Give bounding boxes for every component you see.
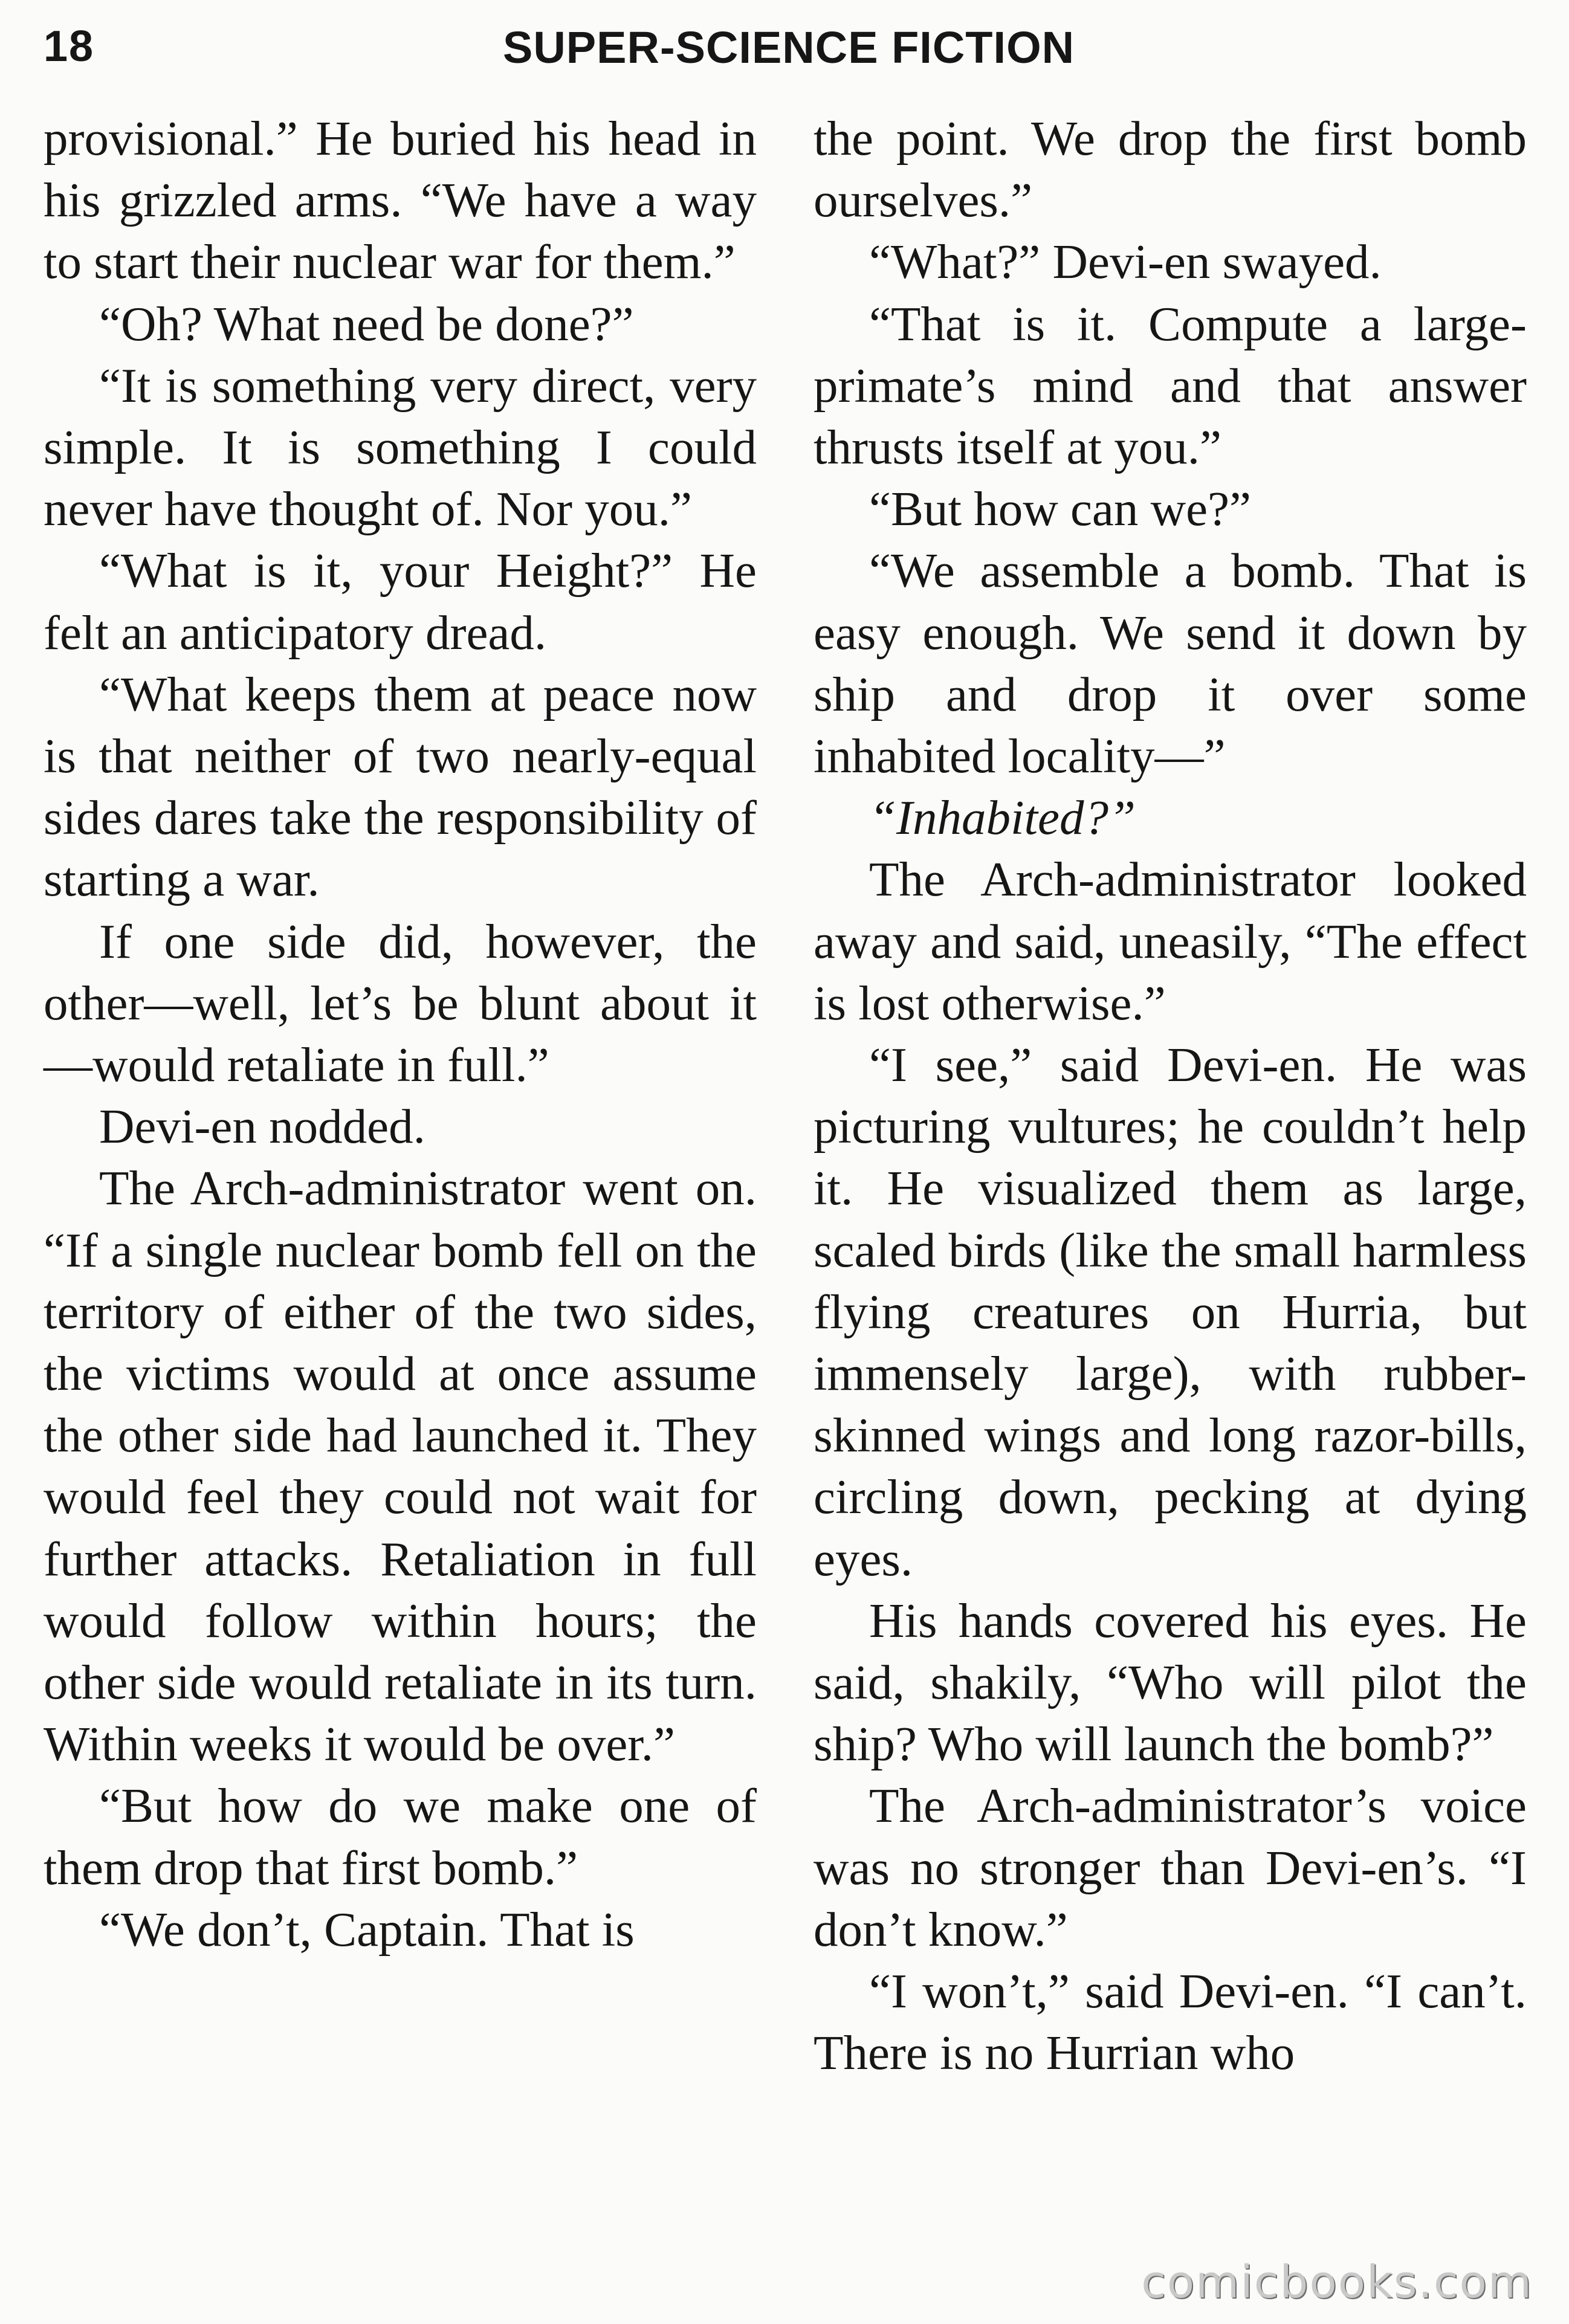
paragraph: “What?” Devi-en swayed. — [869, 234, 1382, 289]
page-number: 18 — [44, 22, 95, 71]
paragraph: “Oh? What need be done?” — [99, 296, 634, 351]
paragraph: provisional.” He buried his head in his grizzled arms. “We have a way to start their nuclear war for them.” — [44, 111, 757, 289]
paragraph: “I won’t,” said Devi-en. “I can’t. There is no Hurrian who — [814, 1964, 1527, 2080]
running-title: SUPER-SCIENCE FICTION — [503, 22, 1075, 73]
paragraph: The Arch-administrator’s voice was no stronger than Devi-en’s. “I don’t know.” — [814, 1778, 1527, 1957]
paragraph: “What keeps them at peace now is that neither of two nearly-equal sides dares take the responsibility of starting a war. — [44, 667, 757, 907]
paragraph: Devi-en nodded. — [99, 1099, 425, 1154]
paragraph: “We don’t, Captain. That is — [99, 1902, 635, 1957]
paragraph: “What is it, your Height?” He felt an anticipatory dread. — [44, 543, 757, 660]
paragraph: If one side did, however, the other—well, let’s be blunt about it—would retaliate in full.” — [44, 914, 757, 1093]
paragraph: His hands covered his eyes. He said, shakily, “Who will pilot the ship? Who will launch the bomb?” — [814, 1593, 1527, 1772]
paragraph: “I see,” said Devi-en. He was picturing vultures; he couldn’t help it. He visualized them as large, scaled birds (like the small harmless flying creatures on Hurria, but immensely large), with rubber-skinned wings and long razor-bills, circling down, pecking at dying eyes. — [814, 1038, 1527, 1586]
right-text-column — [814, 108, 1527, 2084]
paragraph: “But how do we make one of them drop that first bomb.” — [44, 1778, 757, 1895]
paragraph: “We assemble a bomb. That is easy enough. We send it down by ship and drop it over some inhabited locality—” — [814, 543, 1527, 784]
paragraph: “That is it. Compute a large-primate’s mind and that answer thrusts itself at you.” — [814, 296, 1527, 475]
paragraph: the point. We drop the first bomb ourselves.” — [814, 111, 1527, 228]
paragraph: The Arch-administrator went on. “If a single nuclear bomb fell on the territory of either of the two sides, the victims would at once assume the other side had launched it. They would feel they could not wait for further attacks. Retaliation in full would follow within hours; the other side would retaliate in its turn. Within weeks it would be over.” — [44, 1161, 757, 1772]
paragraph: The Arch-administrator looked away and said, uneasily, “The effect is lost otherwise.” — [814, 852, 1527, 1030]
paragraph: “It is something very direct, very simple. It is something I could never have thought of. Nor you.” — [44, 358, 757, 537]
left-text-column — [44, 108, 757, 1960]
page-header — [44, 18, 1075, 79]
paragraph: “Inhabited?” — [869, 790, 1136, 845]
watermark: comicbooks.com — [1141, 2256, 1533, 2308]
paragraph: “But how can we?” — [869, 482, 1251, 537]
